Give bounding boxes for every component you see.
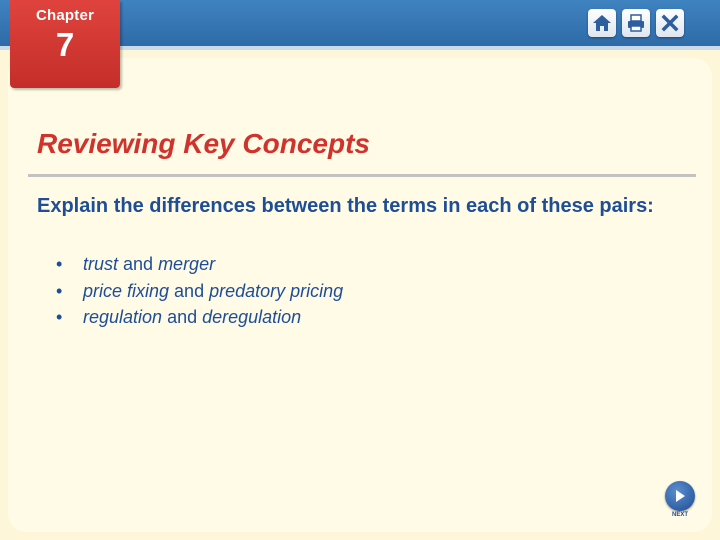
printer-icon [626,13,646,33]
pair-connector: and [169,280,210,301]
play-arrow-icon [673,489,687,503]
term-second: merger [158,254,216,274]
next-label[interactable]: NEXT [671,512,688,518]
bullet-icon: • [56,280,63,301]
term-first: trust [83,254,119,274]
term-first: price fixing [83,280,170,301]
title-divider [28,174,696,177]
slide-title: Reviewing Key Concepts [37,128,370,159]
print-button[interactable] [622,9,650,37]
list-item [56,251,343,278]
next-button[interactable] [665,481,695,511]
home-button[interactable] [588,9,616,37]
chapter-tab [10,0,120,88]
list-item [56,304,343,331]
home-icon [592,13,612,33]
bullet-icon: • [56,254,63,274]
nav-buttons [588,9,684,37]
pair-connector: and [162,307,203,327]
close-button[interactable] [656,9,684,37]
bullet-icon: • [56,307,63,327]
slide-prompt: Explain the differences between the terms in each of these pairs: [37,195,654,217]
chapter-label: Chapter [35,7,95,24]
pair-connector: and [118,254,159,274]
chapter-number: 7 [55,26,75,63]
term-first: regulation [83,307,163,327]
term-pairs-list [56,251,343,331]
term-second: deregulation [202,307,302,327]
term-second: predatory pricing [209,280,344,301]
close-icon [660,13,680,33]
list-item [56,278,343,305]
